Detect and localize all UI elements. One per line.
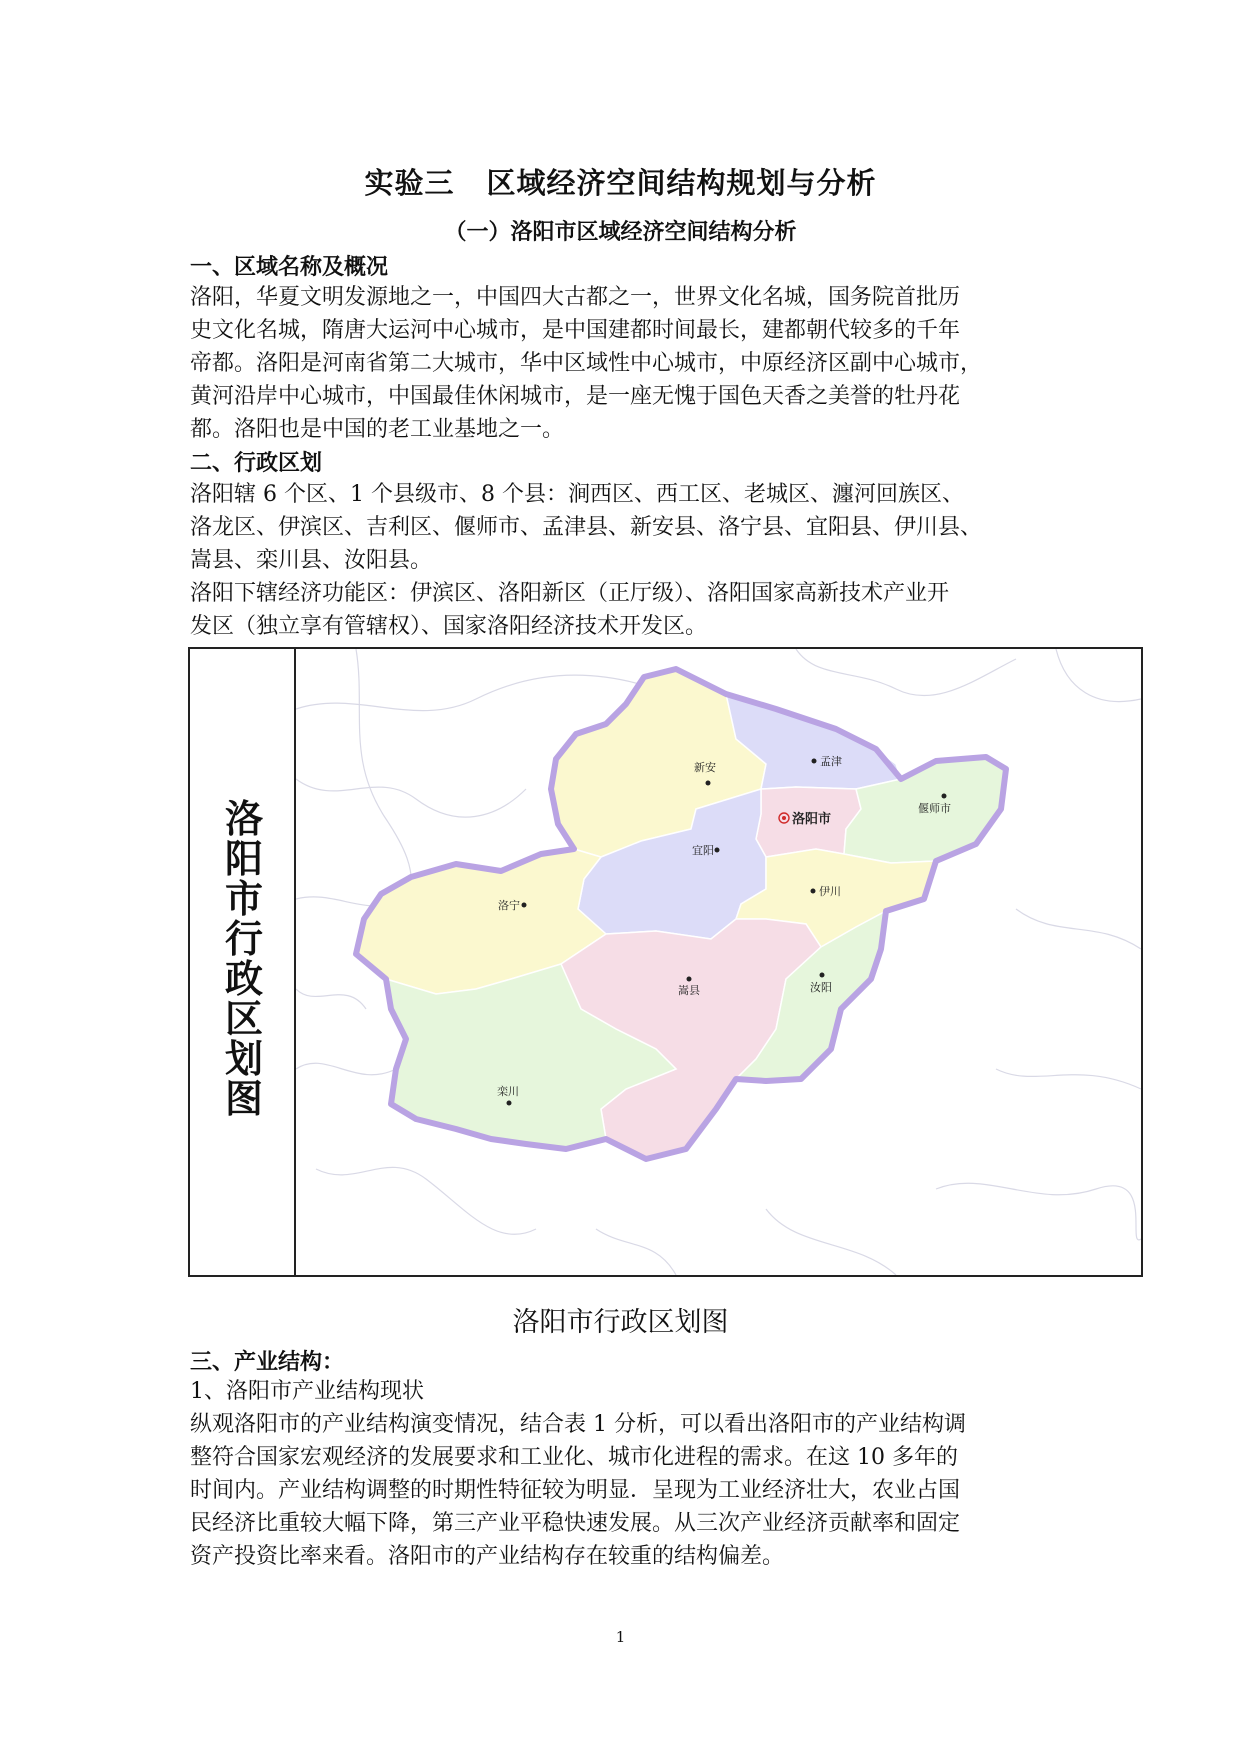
title-part-b: 区域经济空间结构规划与分析 (486, 166, 877, 200)
paragraph-line: 黄河沿岸中心城市，中国最佳休闲城市，是一座无愧于国色天香之美誉的牡丹花 (190, 384, 961, 409)
map-caption: 洛阳市行政区划图 (512, 1307, 729, 1338)
marker-songxian (687, 977, 692, 982)
document-title (0, 161, 1241, 202)
paragraph-line: 洛阳下辖经济功能区：伊滨区、洛阳新区（正厅级）、洛阳国家高新技术产业开 (190, 581, 950, 606)
section3-heading: 三、产业结构： (190, 1350, 345, 1375)
map-area (296, 649, 1141, 1275)
label-luoning: 洛宁 (498, 899, 520, 912)
label-luoyang-city: 洛阳市 (792, 812, 832, 827)
paragraph-line: 时间内。产业结构调整的时期性特征较为明显．呈现为工业经济壮大，农业占国 (190, 1478, 961, 1503)
paragraph-line: 嵩县、栾川县、汝阳县。 (190, 548, 433, 573)
section2-paragraph (190, 478, 1050, 643)
label-ruyang: 汝阳 (810, 981, 832, 994)
paragraph-line: 发区（独立享有管辖权）、国家洛阳经济技术开发区。 (190, 614, 708, 639)
map-side-panel (190, 649, 296, 1275)
paragraph-line: 洛阳辖 6 个区、1 个县级市、8 个县：涧西区、西工区、老城区、瀍河回族区、 (190, 482, 964, 507)
map-svg (296, 649, 1141, 1275)
map-side-char: 政 (224, 956, 263, 1001)
paragraph-line: 资产投资比率来看。洛阳市的产业结构存在较重的结构偏差。 (190, 1544, 785, 1569)
paragraph-line: 洛龙区、伊滨区、吉利区、偃师市、孟津县、新安县、洛宁县、宜阳县、伊川县、 (190, 515, 983, 540)
paragraph-line: 民经济比重较大幅下降，第三产业平稳快速发展。从三次产业经济贡献率和固定 (190, 1511, 961, 1536)
map-side-char: 洛 (224, 796, 263, 841)
section2-heading: 二、行政区划 (190, 451, 323, 476)
section3-subheading: 1、洛阳市产业结构现状 (190, 1379, 424, 1404)
label-yanshi: 偃师市 (918, 802, 951, 815)
marker-ruyang (820, 973, 825, 978)
label-mengjin: 孟津 (820, 755, 842, 768)
section1-heading: 一、区域名称及概况 (190, 255, 389, 280)
map-side-title (214, 796, 274, 1121)
section1-paragraph (190, 281, 1050, 446)
marker-yichuan (811, 889, 816, 894)
map-side-char: 划 (224, 1036, 263, 1081)
section3-paragraph (190, 1375, 1050, 1573)
map-side-char: 图 (224, 1076, 263, 1121)
marker-luoning (522, 903, 527, 908)
page-number: 1 (615, 1628, 626, 1646)
map-side-char: 区 (224, 996, 263, 1041)
label-luanchuan: 栾川 (497, 1085, 519, 1098)
document-subtitle: （一）洛阳市区域经济空间结构分析 (444, 220, 797, 245)
label-songxian: 嵩县 (678, 984, 700, 997)
paragraph-line: 纵观洛阳市的产业结构演变情况，结合表 1 分析，可以看出洛阳市的产业结构调 (190, 1412, 966, 1437)
paragraph-line: 整符合国家宏观经济的发展要求和工业化、城市化进程的需求。在这 10 多年的 (190, 1445, 958, 1470)
paragraph-line: 都。洛阳也是中国的老工业基地之一。 (190, 417, 565, 442)
marker-xinan (706, 781, 711, 786)
marker-yanshi (942, 794, 947, 799)
paragraph-line: 史文化名城，隋唐大运河中心城市，是中国建都时间最长，建都朝代较多的千年 (190, 318, 961, 343)
map-regions (356, 669, 1006, 1159)
marker-mengjin (812, 759, 817, 764)
label-xinan: 新安 (694, 761, 716, 774)
label-yiyang: 宜阳 (692, 844, 714, 857)
map-figure (188, 647, 1143, 1277)
marker-luanchuan (507, 1101, 512, 1106)
marker-yiyang (715, 848, 720, 853)
map-side-char: 阳 (224, 836, 263, 881)
map-side-char: 市 (224, 876, 263, 921)
title-part-a: 实验三 (364, 166, 455, 200)
map-side-char: 行 (224, 916, 263, 961)
paragraph-line: 洛阳，华夏文明发源地之一，中国四大古都之一，世界文化名城，国务院首批历 (190, 285, 961, 310)
label-yichuan: 伊川 (819, 885, 841, 898)
paragraph-line: 帝都。洛阳是河南省第二大城市，华中区域性中心城市，中原经济区副中心城市， (190, 351, 983, 376)
